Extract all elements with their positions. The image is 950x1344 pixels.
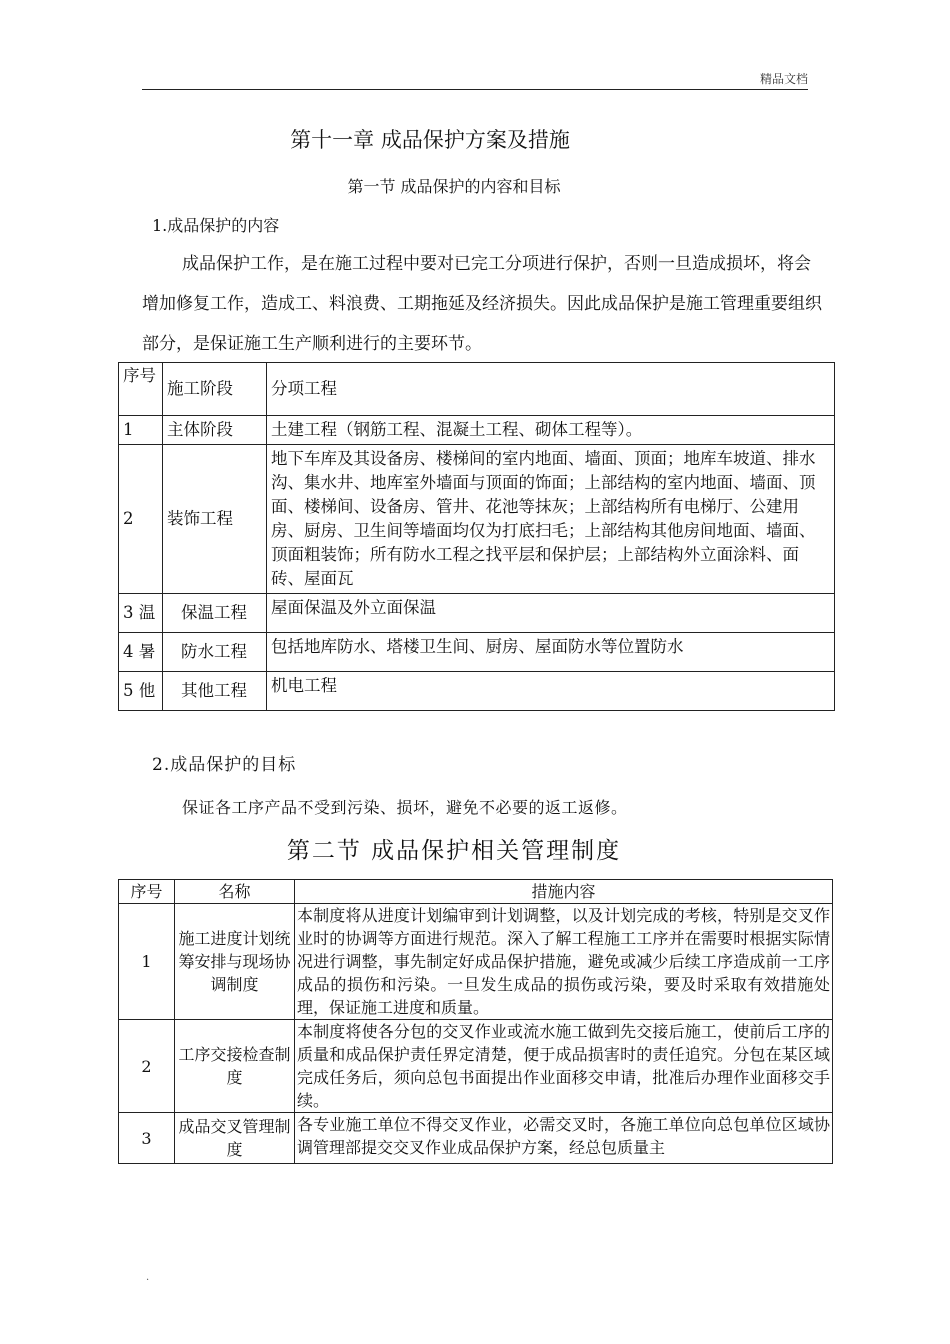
footer-mark: . [146,1272,150,1283]
row-index: 2 [119,445,163,594]
row-stage: 主体阶段 [163,416,267,445]
row-stage: 保温工程 [163,594,267,633]
table-row [119,1020,833,1113]
row-content: 包括地库防水、塔楼卫生间、厨房、屋面防水等位置防水 [267,633,835,672]
goal-statement: 保证各工序产品不受到污染、损坏，避免不必要的返工返修。 [182,798,628,817]
table-row [119,633,835,672]
intro-paragraph [142,244,822,364]
row-index: 2 [119,1020,175,1113]
row-index: 5 他 [119,672,163,711]
row-index: 3 温 [119,594,163,633]
table-row [119,445,835,594]
row-index: 3 [119,1113,175,1164]
row-content: 本制度将从进度计划编审到计划调整，以及计划完成的考核，特别是交叉作业时的协调等方面进行规范。深入了解工程施工工序并在需要时根据实际情况进行调整，事先制定好成品保护措施，避免或减少后续工序造成前一工序成品的损伤和污染。一旦发生成品的损伤或污染，要及时采取有效措施处理，保证施工进度和质量。 [295,904,833,1020]
row-name: 施工进度计划统筹安排与现场协调制度 [175,904,295,1020]
header-cell-name: 名称 [175,880,295,904]
row-name: 成品交叉管理制度 [175,1113,295,1164]
row-index: 4 暑 [119,633,163,672]
header-cell-index: 序号 [119,363,163,416]
row-content: 土建工程（钢筋工程、混凝土工程、砌体工程等）。 [267,416,835,445]
header-cell-index: 序号 [119,880,175,904]
row-content: 机电工程 [267,672,835,711]
row-stage: 装饰工程 [163,445,267,594]
header-cell-item: 分项工程 [267,363,835,416]
table-header-row [119,363,835,416]
row-content: 本制度将使各分包的交叉作业或流水施工做到先交接后施工，使前后工序的质量和成品保护责任界定清楚，便于成品损害时的责任追究。分包在某区域完成任务后，须向总包书面提出作业面移交申请，批准后办理作业面移交手续。 [295,1020,833,1113]
header-divider [142,89,808,90]
management-system-table [118,879,833,1164]
protection-content-table [118,362,835,711]
row-content: 各专业施工单位不得交叉作业，必需交叉时，各施工单位向总包单位区域协调管理部提交交叉作业成品保护方案，经总包质量主 [295,1113,833,1164]
row-stage: 其他工程 [163,672,267,711]
table-row [119,672,835,711]
table-row [119,594,835,633]
section2-title: 第二节 成品保护相关管理制度 [286,838,622,864]
section1-title: 第一节 成品保护的内容和目标 [347,177,561,196]
row-index: 1 [119,416,163,445]
header-cell-stage: 施工阶段 [163,363,267,416]
row-name: 工序交接检查制度 [175,1020,295,1113]
intro-paragraph-text: 成品保护工作，是在施工过程中要对已完工分项进行保护，否则一旦造成损坏，将会增加修复工作，造成工、料浪费、工期拖延及经济损失。因此成品保护是施工管理重要组织部分，是保证施工生产顺利进行的主要环节。 [142,254,822,354]
subhead-content: 1.成品保护的内容 [152,216,280,235]
header-label: 精品文档 [759,72,808,86]
table-row [119,904,833,1020]
row-content: 地下车库及其设备房、楼梯间的室内地面、墙面、顶面；地库车坡道、排水沟、集水井、地库室外墙面与顶面的饰面；上部结构的室内地面、墙面、顶面、楼梯间、设备房、管井、花池等抹灰；上部结构所有电梯厅、公建用房、厨房、卫生间等墙面均仅为打底扫毛；上部结构其他房间地面、墙面、顶面粗装饰；所有防水工程之找平层和保护层；上部结构外立面涂料、面砖、屋面瓦 [267,445,835,594]
row-content: 屋面保温及外立面保温 [267,594,835,633]
row-index: 1 [119,904,175,1020]
row-stage: 防水工程 [163,633,267,672]
table-header-row [119,880,833,904]
chapter-title: 第十一章 成品保护方案及措施 [290,128,570,152]
header-cell-measures: 措施内容 [295,880,833,904]
table-row [119,1113,833,1164]
subhead-goal: 2.成品保护的目标 [152,755,297,775]
table-row [119,416,835,445]
